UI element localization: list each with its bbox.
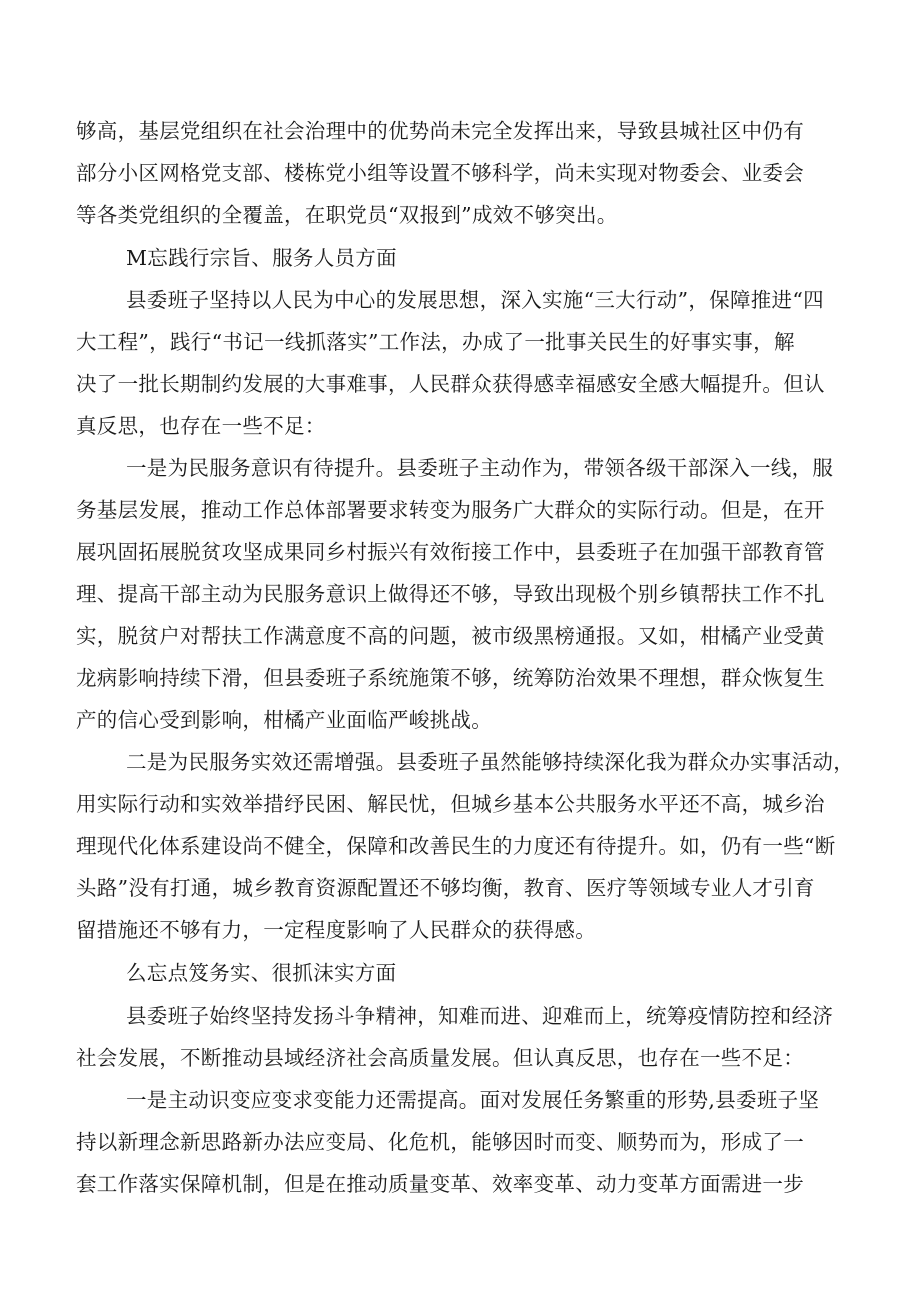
text-line: 用实际行动和实效举措纾民困、解民忧，但城乡基本公共服务水平还不高，城乡治 [76, 792, 825, 816]
text-line: 持以新理念新思路新办法应变局、化危机，能够因时而变、顺势而为，形成了一 [76, 1130, 804, 1154]
text-line: 大工程”，践行“书记一线抓落实”工作法，办成了一批事关民生的好事实事，解 [76, 330, 795, 354]
text-line: 二是为民服务实效还需增强。县委班子虽然能够持续深化我为群众办实事活动， [126, 750, 854, 774]
section-heading: M忘践行宗旨、服务人员方面 [126, 246, 397, 270]
text-line: 理、提高干部主动为民服务意识上做得还不够，导致出现极个别乡镇帮扶工作不扎 [76, 582, 825, 606]
text-line: 够高，基层党组织在社会治理中的优势尚未完全发挥出来，导致县城社区中仍有 [76, 119, 804, 143]
text-line: 县委班子始终坚持发扬斗争精神，知难而进、迎难而上，统筹疫情防控和经济 [126, 1004, 834, 1028]
text-line: 一是为民服务意识有待提升。县委班子主动作为，带领各级干部深入一线，服 [126, 456, 834, 480]
text-line: 社会发展，不断推动县域经济社会高质量发展。但认真反思，也存在一些不足： [76, 1046, 804, 1070]
text-line: 县委班子坚持以人民为中心的发展思想，深入实施“三大行动”，保障推进“四 [126, 288, 824, 312]
text-line: 决了一批长期制约发展的大事难事，人民群众获得感幸福感安全感大幅提升。但认 [76, 372, 825, 396]
text-line: 龙病影响持续下滑，但县委班子系统施策不够，统筹防治效果不理想，群众恢复生 [76, 666, 825, 690]
text-line: 展巩固拓展脱贫攻坚成果同乡村振兴有效衔接工作中，县委班子在加强干部教育管 [76, 540, 825, 564]
text-line: 真反思，也存在一些不足： [76, 414, 326, 438]
text-line: 理现代化体系建设尚不健全，保障和改善民生的力度还有待提升。如，仍有一些“断 [76, 834, 836, 858]
text-line: 部分小区网格党支部、楼栋党小组等设置不够科学，尚未实现对物委会、业委会 [76, 161, 804, 185]
text-line: 等各类党组织的全覆盖，在职党员“双报到”成效不够突出。 [76, 203, 618, 227]
text-line: 一是主动识变应变求变能力还需提高。面对发展任务繁重的形势,县委班子坚 [126, 1088, 820, 1112]
text-line: 产的信心受到影响，柑橘产业面临严峻挑战。 [76, 708, 492, 732]
text-line: 套工作落实保障机制，但是在推动质量变革、效率变革、动力变革方面需进一步 [76, 1172, 804, 1196]
text-line: 留措施还不够有力，一定程度影响了人民群众的获得感。 [76, 918, 596, 942]
text-line: 头路”没有打通，城乡教育资源配置还不够均衡，教育、医疗等领域专业人才引育 [76, 876, 815, 900]
text-line: 务基层发展，推动工作总体部署要求转变为服务广大群众的实际行动。但是，在开 [76, 498, 825, 522]
text-line: 实，脱贫户对帮扶工作满意度不高的问题，被市级黑榜通报。又如，柑橘产业受黄 [76, 624, 825, 648]
section-heading: 么忘点笈务实、很抓沫实方面 [126, 961, 397, 985]
